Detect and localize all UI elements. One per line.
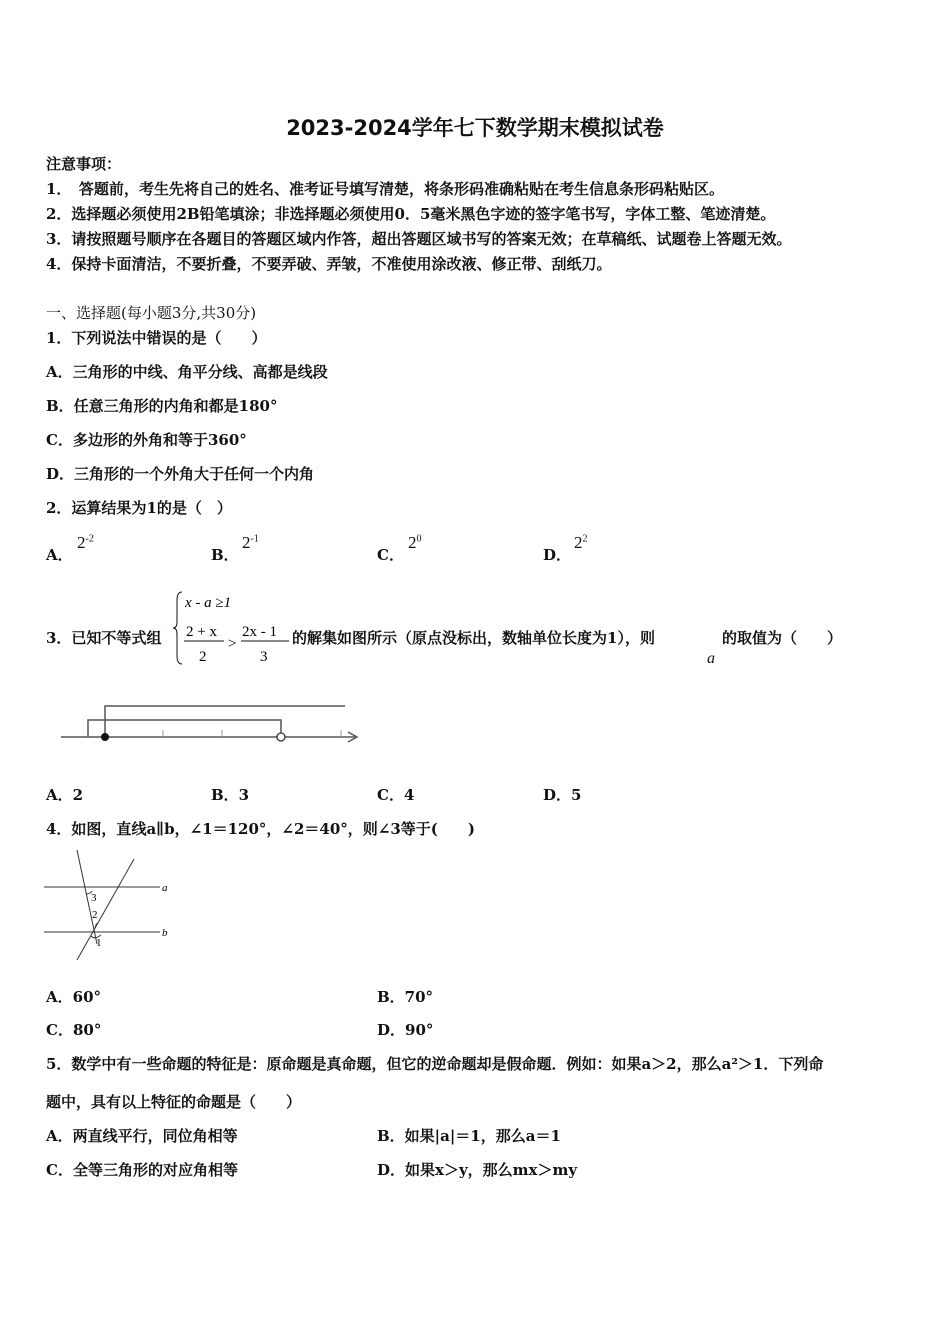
fraction-2-denominator: 3: [260, 649, 268, 665]
q1-option-c: C．多边形的外角和等于360°: [46, 431, 247, 449]
closed-dot: [101, 733, 109, 741]
q3-prefix: 3．已知不等式组: [46, 629, 162, 647]
notice-item: 2．选择题必须使用2B铅笔填涂；非选择题必须使用0．5毫米黑色字迹的签字笔书写，字体工整、笔迹清楚。: [46, 205, 776, 223]
parallel-lines-figure: [40, 846, 180, 966]
q2-option-a-expr: $2^{-2}$: [77, 533, 94, 552]
question-5-stem-line1: 5．数学中有一些命题的特征是：原命题是真命题，但它的逆命题却是假命题．例如：如果a＞2，那么a²＞1．下列命: [46, 1055, 824, 1073]
q4-option-b: B．70°: [377, 988, 434, 1006]
open-dot: [277, 733, 285, 741]
solution-bracket-upper: [105, 706, 345, 737]
page-title: 2023-2024学年七下数学期末模拟试卷: [286, 116, 664, 140]
fraction-2-numerator: 2x - 1: [242, 624, 277, 640]
q1-option-a: A．三角形的中线、角平分线、高都是线段: [46, 363, 328, 381]
question-5-stem-line2: 题中，具有以上特征的命题是（ ）: [46, 1093, 302, 1111]
q3-tail: 的取值为（ ）: [722, 629, 843, 647]
notice-heading: 注意事项：: [46, 155, 122, 173]
notice-item: 4．保持卡面清洁，不要折叠，不要弄破、弄皱，不准使用涂改液、修正带、刮纸刀。: [46, 255, 612, 273]
label-3: 3: [91, 892, 97, 904]
solution-bracket-lower: [88, 720, 281, 737]
q4-option-c: C．80°: [46, 1021, 102, 1039]
q2-option-b-expr: $2^{-1}$: [242, 533, 259, 552]
fraction-1-numerator: 2 + x: [186, 624, 217, 640]
inequality-system: [172, 588, 292, 668]
q2-option-b-label: B．: [211, 546, 239, 564]
label-2: 2: [92, 909, 98, 921]
q2-option-d-expr: $2^2$: [574, 533, 588, 552]
question-2-stem: 2．运算结果为1的是（ ）: [46, 499, 232, 517]
q1-option-d: D．三角形的一个外角大于任何一个内角: [46, 465, 315, 483]
q3-option-b: B．3: [211, 786, 250, 804]
label-1: 1: [96, 937, 102, 949]
q3-variable: a: [707, 650, 715, 667]
q5-option-c: C．全等三角形的对应角相等: [46, 1161, 238, 1179]
q4-option-d: D．90°: [377, 1021, 434, 1039]
q5-option-a: A．两直线平行，同位角相等: [46, 1127, 238, 1145]
q2-option-c-expr: $2^0$: [408, 533, 422, 552]
section-heading: 一、选择题(每小题3分,共30分): [46, 304, 257, 322]
label-a: a: [162, 882, 168, 894]
q2-option-d-label: D．: [543, 546, 572, 564]
q4-option-a: A．60°: [46, 988, 102, 1006]
transversal-2: [77, 859, 134, 960]
q5-option-b: B．如果|a|＝1，那么a＝1: [377, 1127, 561, 1145]
question-1-stem: 1．下列说法中错误的是（ ）: [46, 329, 267, 347]
inequality-1: x - a ≥1: [185, 595, 232, 611]
number-line-figure: [55, 698, 375, 758]
fraction-1-denominator: 2: [199, 649, 207, 665]
label-b: b: [162, 927, 168, 939]
left-brace: [173, 592, 182, 664]
q2-option-a-label: A．: [46, 546, 73, 564]
q3-option-d: D．5: [543, 786, 582, 804]
greater-than: >: [228, 636, 237, 652]
notice-item: 1． 答题前，考生先将自己的姓名、准考证号填写清楚，将条形码准确粘贴在考生信息条形码粘贴区。: [46, 180, 724, 198]
question-4-stem: 4．如图，直线a∥b，∠1＝120°，∠2＝40°，则∠3等于( ): [46, 820, 475, 838]
q3-option-c: C．4: [377, 786, 415, 804]
q3-suffix: 的解集如图所示（原点没标出，数轴单位长度为1），则: [292, 629, 655, 647]
q1-option-b: B．任意三角形的内角和都是180°: [46, 397, 278, 415]
notice-item: 3．请按照题号顺序在各题目的答题区域内作答，超出答题区域书写的答案无效；在草稿纸、试题卷上答题无效。: [46, 230, 792, 248]
q5-option-d: D．如果x＞y，那么mx＞my: [377, 1161, 578, 1179]
q2-option-c-label: C．: [377, 546, 404, 564]
q3-option-a: A．2: [46, 786, 84, 804]
